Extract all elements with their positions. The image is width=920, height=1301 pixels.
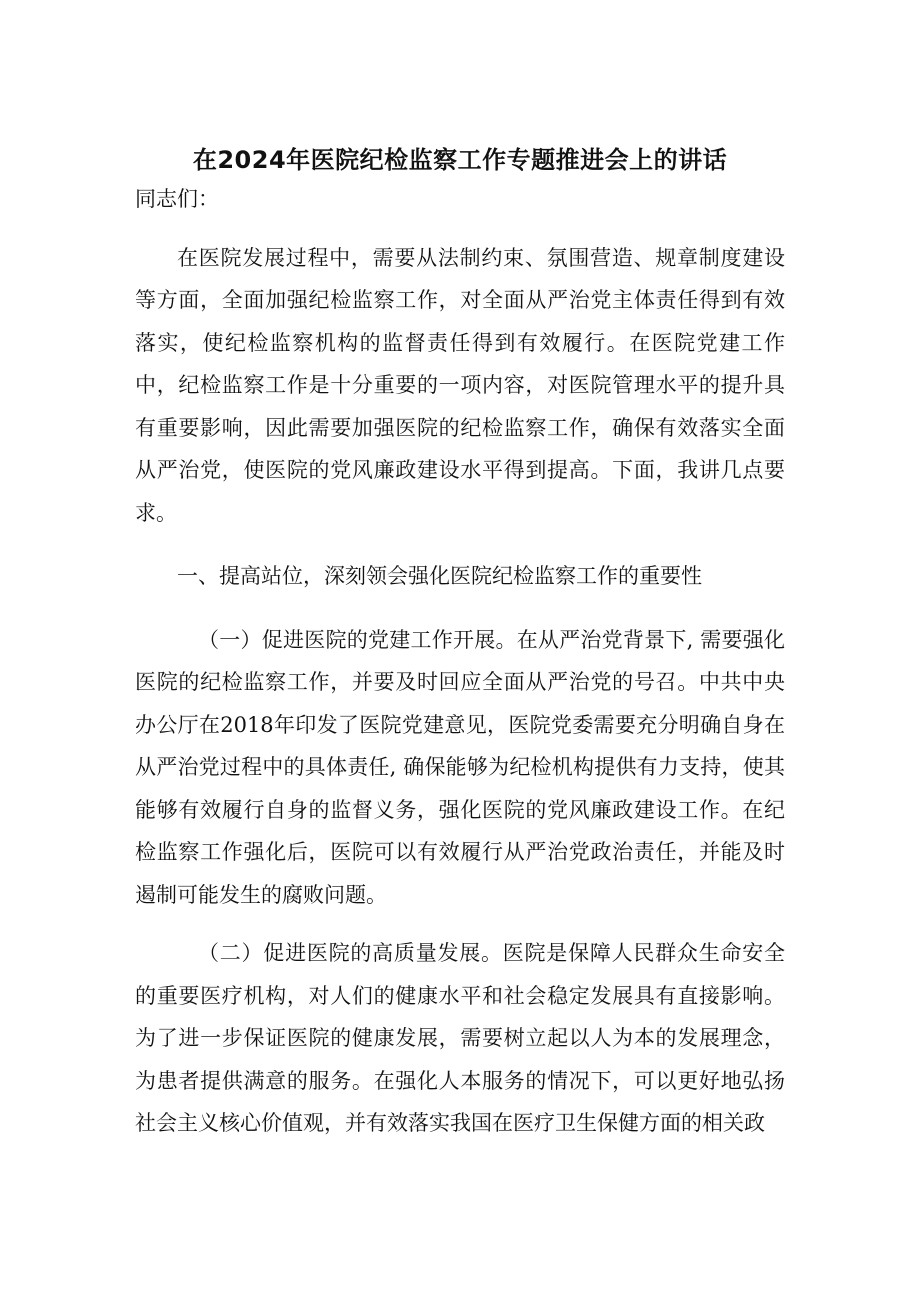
section-heading-1: 一、提高站位，深刻领会强化医院纪检监察工作的重要性 <box>177 564 702 588</box>
document-body <box>135 178 785 1145</box>
document-title: 在2024年医院纪检监察工作专题推进会上的讲话 <box>192 146 728 174</box>
salutation: 同志们： <box>135 187 219 211</box>
paragraph-intro: 在医院发展过程中，需要从法制约束、氛围营造、规章制度建设等方面，全面加强纪检监察工作，对全面从严治党主体责任得到有效落实，使纪检监察机构的监督责任得到有效履行。在医院党建工作中，纪检监察工作是十分重要的一项内容，对医院管理水平的提升具有重要影响，因此需要加强医院的纪检监察工作，确保有效落实全面从严治党，使医院的党风廉政建设水平得到提高。下面，我讲几点要求。 <box>135 245 785 525</box>
paragraph-subsection-2: （二）促进医院的高质量发展。医院是保障人民群众生命安全的重要医疗机构，对人们的健康水平和社会稳定发展具有直接影响。为了进一步保证医院的健康发展，需要树立起以人为本的发展理念，为患者提供满意的服务。在强化人本服务的情况下，可以更好地弘扬社会主义核心价值观，并有效落实我国在医疗卫生保健方面的相关政 <box>135 941 785 1135</box>
paragraph-subsection-1: （一）促进医院的党建工作开展。在从严治党背景下, 需要强化医院的纪检监察工作，并要及时回应全面从严治党的号召。中共中央办公厅在2018年印发了医院党建意见，医院党委需要充分明确自身在从严治党过程中的具体责任, 确保能够为纪检机构提供有力支持，使其能够有效履行自身的监督义务，强化医院的党风廉政建设工作。在纪检监察工作强化后，医院可以有效履行从严治党政治责任，并能及时遏制可能发生的腐败问题。 <box>135 627 785 907</box>
